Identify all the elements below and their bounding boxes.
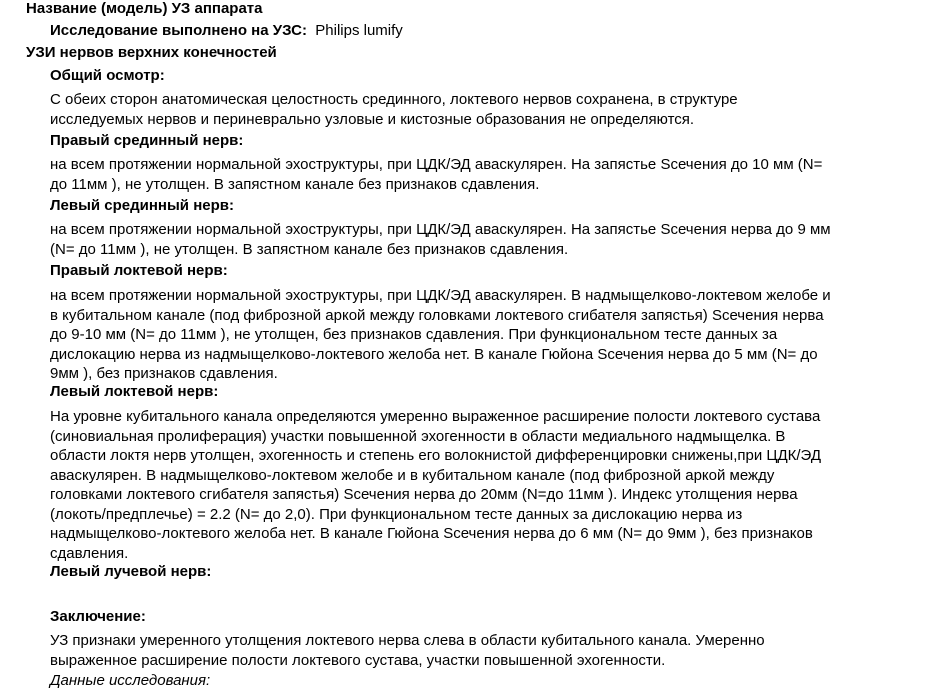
study-data-label: Данные исследования: (50, 672, 211, 689)
body-line: надмыщелково-локтевого желоба нет. В канале Гюйона Sсечения нерва до 6 мм (N= до 9мм ), без признаков (50, 525, 813, 542)
body-line: на всем протяжении нормальной эхоструктуры, при ЦДК/ЭД аваскулярен. В надмыщелково-локтевом желобе и (50, 287, 831, 304)
section-body-left-ulnar (50, 407, 920, 563)
exam-title: УЗИ нервов верхних конечностей (26, 44, 277, 61)
body-line: до 9-10 мм (N= до 11мм ), не утолщен, без признаков сдавления. При функциональном тесте данных за (50, 326, 778, 343)
section-heading-right-ulnar: Правый локтевой нерв: (50, 262, 228, 279)
body-line: на всем протяжении нормальной эхоструктуры, при ЦДК/ЭД аваскулярен. На запястье Sсечения нерва до 9 мм (50, 221, 831, 238)
body-line: (синовиальная пролиферация) участки повышенной эхогенности в области медиального надмыщелка. В (50, 427, 786, 445)
body-line: аваскулярен. В надмыщелково-локтевом желобе и в кубитальном канале (под фиброзной аркой между (50, 466, 775, 484)
performed-on-value: Philips lumify (315, 22, 403, 39)
section-body-right-median (50, 155, 920, 194)
section-heading-right-median: Правый срединный нерв: (50, 132, 244, 149)
body-line: УЗ признаки умеренного утолщения локтевого нерва слева в области кубитального канала. Умеренно (50, 632, 765, 649)
body-line: на всем протяжении нормальной эхоструктуры, при ЦДК/ЭД аваскулярен. На запястье Sсечения до 10 мм (N= (50, 156, 823, 173)
body-line: С обеих сторон анатомическая целостность срединного, локтевого нервов сохранена, в структуре (50, 91, 738, 108)
body-line: На уровне кубитального канала определяются умеренно выраженное расширение полости локтевого сустава (50, 408, 821, 425)
body-line: 9мм ), без признаков сдавления. (50, 365, 278, 382)
section-heading-left-median: Левый срединный нерв: (50, 197, 234, 214)
body-line: сдавления. (50, 544, 129, 562)
section-body-left-median (50, 220, 920, 259)
body-line: головками локтевого сгибателя запястья) Sсечения нерва до 20мм (N=до 11мм ). Индекс утолщения нерва (50, 486, 798, 503)
section-heading-left-radial: Левый лучевой нерв: (50, 563, 212, 580)
body-line: до 11мм ), не утолщен. В запястном канале без признаков сдавления. (50, 175, 540, 193)
body-line: области локтя нерв утолщен, эхогенность и степень его волокнистой дифференцировки снижены,при ЦДК/ЭД (50, 447, 821, 464)
conclusion-body (50, 631, 920, 670)
conclusion-heading: Заключение: (50, 608, 146, 625)
body-line: выраженное расширение полости локтевого сустава, участки повышенной эхогенности. (50, 651, 666, 669)
performed-on-row (50, 22, 403, 40)
section-heading-left-ulnar: Левый локтевой нерв: (50, 383, 219, 400)
performed-on-label: Исследование выполнено на УЗС: (50, 22, 307, 39)
device-model-label: Название (модель) УЗ аппарата (26, 0, 263, 17)
body-line: в кубитальном канале (под фиброзной аркой между головками локтевого сгибателя запястья) Sсечения нерва (50, 306, 824, 324)
body-line: исследуемых нервов и периневрально узловые и кистозные образования не определяются. (50, 110, 695, 128)
body-line: (локоть/предплечье) = 2.2 (N= до 2,0). При функциональном тесте данных за дислокацию нерва из (50, 505, 743, 523)
body-line: дислокацию нерва из надмыщелково-локтевого желоба нет. В канале Гюйона Sсечения нерва до 5 мм (N= до (50, 345, 818, 363)
section-body-right-ulnar (50, 286, 920, 384)
body-line: (N= до 11мм ), не утолщен. В запястном канале без признаков сдавления. (50, 240, 569, 258)
section-heading-general: Общий осмотр: (50, 67, 165, 84)
section-body-general (50, 90, 920, 129)
